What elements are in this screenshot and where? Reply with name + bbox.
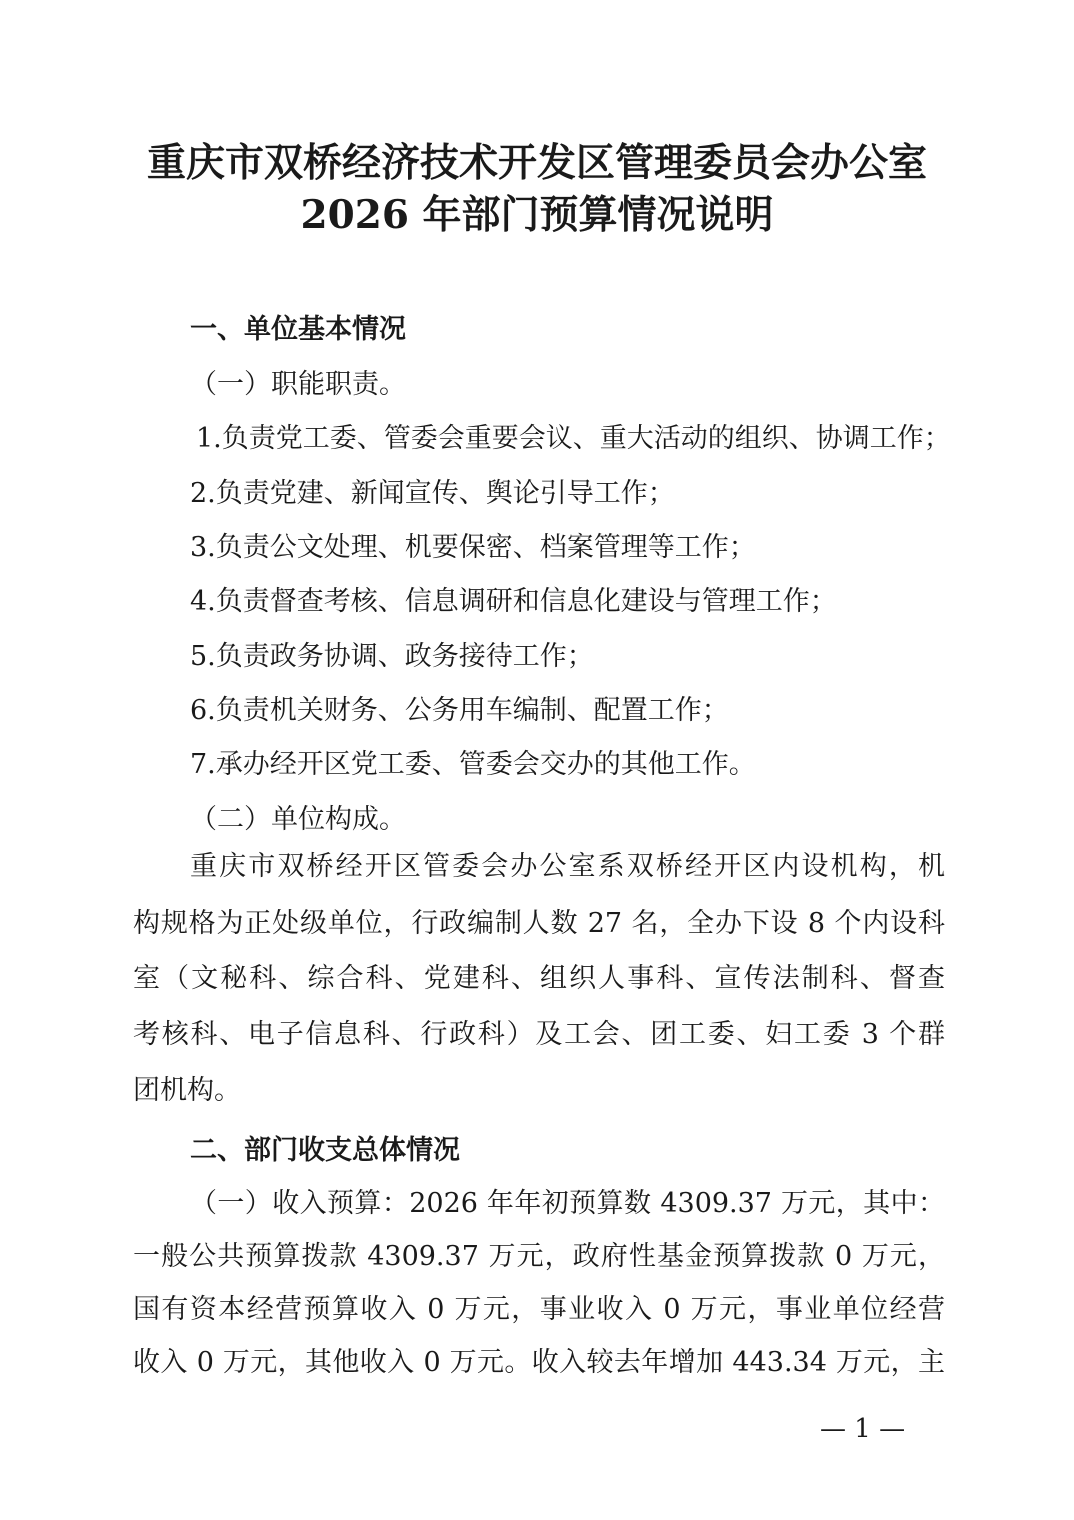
duty-item: 5.负责政务协调、政务接待工作； (190, 641, 594, 672)
income-paragraph-line: 一般公共预算拨款 4309.37 万元，政府性基金预算拨款 0 万元， (133, 1241, 945, 1272)
duty-item: 2.负责党建、新闻宣传、舆论引导工作； (190, 478, 675, 509)
composition-paragraph-line: 构规格为正处级单位，行政编制人数 27 名，全办下设 8 个内设科 (133, 908, 945, 939)
duty-item: 7.承办经开区党工委、管委会交办的其他工作。 (190, 749, 756, 780)
section-1-heading: 一、单位基本情况 (190, 314, 406, 345)
document-title-line-2: 2026 年部门预算情况说明 (300, 192, 774, 238)
composition-paragraph-line: 室（文秘科、综合科、党建科、组织人事科、宣传法制科、督查 (133, 963, 945, 994)
duty-item: 4.负责督查考核、信息调研和信息化建设与管理工作； (190, 586, 837, 617)
duty-item: 1.负责党工委、管委会重要会议、重大活动的组织、协调工作； (196, 423, 951, 454)
income-paragraph-line: （一）收入预算：2026 年年初预算数 4309.37 万元，其中： (190, 1188, 945, 1219)
composition-paragraph-line: 考核科、电子信息科、行政科）及工会、团工委、妇工委 3 个群 (133, 1019, 945, 1050)
page-number: — 1 — (820, 1414, 906, 1444)
duty-item: 3.负责公文处理、机要保密、档案管理等工作； (190, 532, 756, 563)
composition-paragraph-line: 重庆市双桥经开区管委会办公室系双桥经开区内设机构，机 (190, 851, 945, 882)
section-2-heading: 二、部门收支总体情况 (190, 1135, 460, 1166)
income-paragraph-line: 国有资本经营预算收入 0 万元，事业收入 0 万元，事业单位经营 (133, 1294, 945, 1325)
document-title-line-1: 重庆市双桥经济技术开发区管理委员会办公室 (146, 140, 927, 186)
section-1-sub-heading-duties: （一）职能职责。 (190, 369, 406, 400)
income-paragraph-line: 收入 0 万元，其他收入 0 万元。收入较去年增加 443.34 万元，主 (133, 1347, 945, 1378)
duty-item: 6.负责机关财务、公务用车编制、配置工作； (190, 695, 729, 726)
composition-paragraph-line: 团机构。 (133, 1075, 241, 1106)
section-1-sub-heading-composition: （二）单位构成。 (190, 804, 406, 835)
